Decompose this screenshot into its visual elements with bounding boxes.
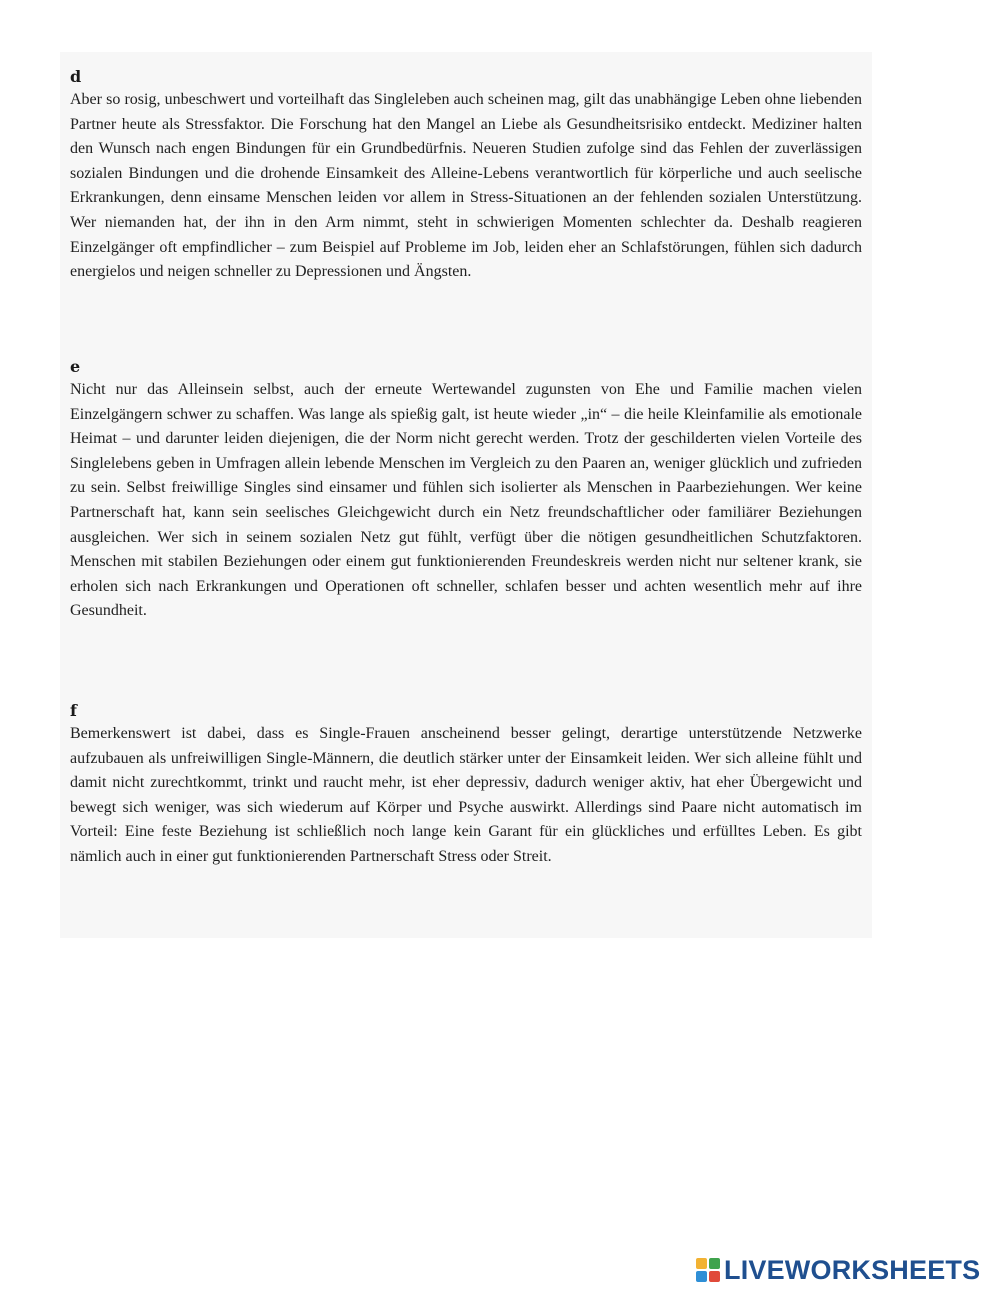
section-paragraph: Nicht nur das Alleinsein selbst, auch der erneute Wertewandel zugunsten von Ehe und Familie machen vielen Einzelgängern schwer zu schaffen. Was lange als spießig galt, ist heute wieder „in“ – die heile Kleinfamilie als emotionale Heimat – und darunter leiden diejenigen, die der Norm nicht gerecht werden. Trotz der geschilderten vielen Vorteile des Singlelebens geben in Umfragen allein lebende Menschen im Vergleich zu den Paaren an, weniger glücklich und zufrieden zu sein. Selbst freiwillige Singles sind einsamer und fühlen sich isolierter als Menschen in Paarbeziehungen. Wer keine Partnerschaft hat, kann sein seelisches Gleichgewicht durch ein Netz freundschaftlicher oder familiärer Beziehungen ausgleichen. Wer sich in seinem sozialen Netz gut fühlt, verfügt über die nötigen gesundheitlichen Schutzfaktoren. Menschen mit stabilen Beziehungen oder einem gut funktionierenden Freundeskreis werden nicht nur seltener krank, sie erholen sich nach Erkrankungen und Operationen oft schneller, schlafen besser und achten wesentlich mehr auf ihre Gesundheit. xyxy=(70,381,862,620)
section-paragraph: Bemerkenswert ist dabei, dass es Single-Frauen anscheinend besser gelingt, derartige unterstützende Netzwerke aufzubauen als unfreiwilligen Single-Männern, die deutlich stärker unter der Einsamkeit leiden. Wer sich alleine fühlt und damit nicht zurechtkommt, trinkt und raucht mehr, ist eher depressiv, dadurch weniger aktiv, hat eher Übergewicht und bewegt sich weniger, was sich wiederum auf Körper und Psyche auswirkt. Allerdings sind Paare nicht automatisch im Vorteil: Eine feste Beziehung ist schließlich noch lange kein Garant für ein glückliches und erfülltes Leben. Es gibt nämlich auch in einer gut funktionierenden Partnerschaft Stress oder Streit. xyxy=(70,725,862,865)
section-paragraph: Aber so rosig, unbeschwert und vorteilhaft das Singleleben auch scheinen mag, gilt das unabhängige Leben ohne liebenden Partner heute als Stressfaktor. Die Forschung hat den Mangel an Liebe als Gesundheitsrisiko entdeckt. Mediziner halten den Wunsch nach engen Bindungen für ein Grundbedürfnis. Neueren Studien zufolge sind das Fehlen der zuverlässigen sozialen Bindungen und die drohende Einsamkeit des Alleine-Lebens verantwortlich für körperliche und auch seelische Erkrankungen, denn einsame Menschen leiden vor allem in Stress-Situationen an der fehlenden sozialen Unterstützung. Wer niemanden hat, der ihn in den Arm nimmt, steht in schwierigen Momenten schlechter da. Deshalb reagieren Einzelgänger oft empfindlicher – zum Beispiel auf Probleme im Job, leiden eher an Schlafstörungen, fühlen sich dadurch energielos und neigen schneller zu Depressionen und Ängsten. xyxy=(70,91,862,281)
section-f xyxy=(70,700,862,870)
liveworksheets-logo xyxy=(696,1254,980,1286)
logo-text: LIVEWORKSHEETS xyxy=(724,1255,981,1285)
section-e xyxy=(70,356,862,624)
section-d xyxy=(70,66,862,285)
logo-block xyxy=(709,1258,720,1269)
logo-block xyxy=(696,1271,707,1282)
section-letter: d xyxy=(70,67,82,86)
worksheet-text-block xyxy=(60,52,872,938)
logo-block xyxy=(709,1271,720,1282)
logo-blocks-icon xyxy=(696,1258,720,1282)
logo-block xyxy=(696,1258,707,1269)
section-letter: f xyxy=(70,701,77,720)
section-letter: e xyxy=(70,357,81,376)
